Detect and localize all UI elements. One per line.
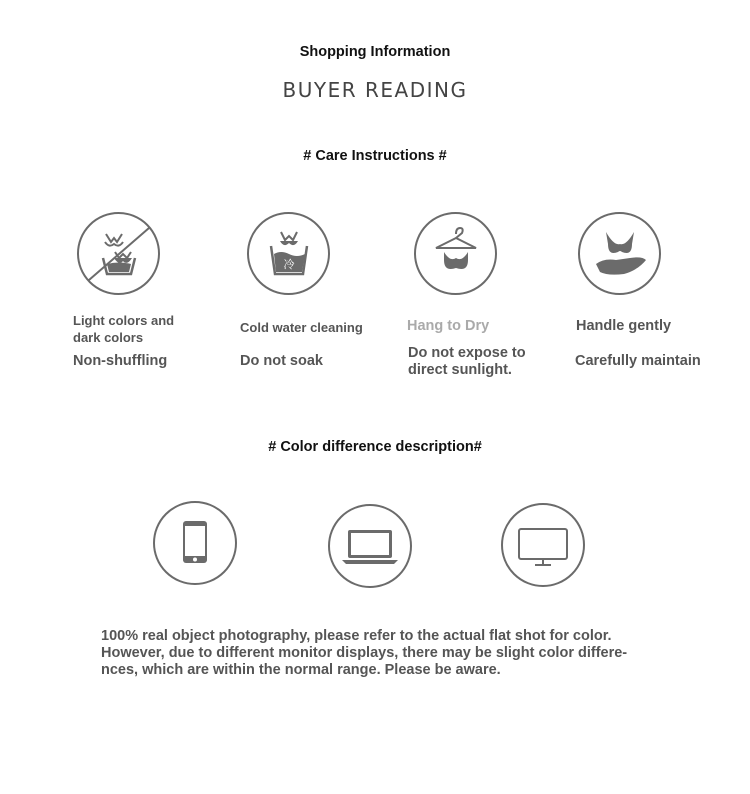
care-item-4-label: Handle gently <box>576 318 672 334</box>
care-item-4 <box>578 212 661 295</box>
page-title: Shopping Information <box>299 44 451 60</box>
laptop-icon <box>330 506 410 586</box>
care-item-4-sublabel: Carefully maintain <box>575 353 701 369</box>
svg-text:冷: 冷 <box>283 258 295 271</box>
hand-bra-icon <box>580 214 659 293</box>
color-heading: # Color difference description# <box>268 439 482 455</box>
care-item-1-label: Light colors and dark colors <box>73 313 175 345</box>
page-subtitle: BUYER READING <box>282 78 468 102</box>
care-item-2 <box>247 212 330 295</box>
care-item-3 <box>414 212 497 295</box>
device-phone <box>153 501 237 585</box>
care-item-3-label: Hang to Dry <box>407 318 490 334</box>
cold-wash-icon <box>249 214 328 293</box>
care-item-3-sublabel: Do not expose to direct sunlight. <box>408 345 526 378</box>
care-item-1 <box>77 212 160 295</box>
hanger-icon <box>416 214 495 293</box>
care-item-2-label: Cold water cleaning <box>240 320 363 335</box>
no-mix-wash-icon <box>79 214 158 293</box>
care-item-1-sublabel: Non-shuffling <box>73 353 168 369</box>
care-item-2-sublabel: Do not soak <box>240 353 323 369</box>
phone-icon <box>155 503 235 583</box>
monitor-icon <box>503 505 583 585</box>
color-difference-note: 100% real object photography, please refer to the actual flat shot for color. However, due to different monitor displays, there may be slight color differe- nces, which are within the normal range. Please be aware. <box>101 628 628 678</box>
care-heading: # Care Instructions # <box>303 148 447 164</box>
device-monitor <box>501 503 585 587</box>
device-laptop <box>328 504 412 588</box>
